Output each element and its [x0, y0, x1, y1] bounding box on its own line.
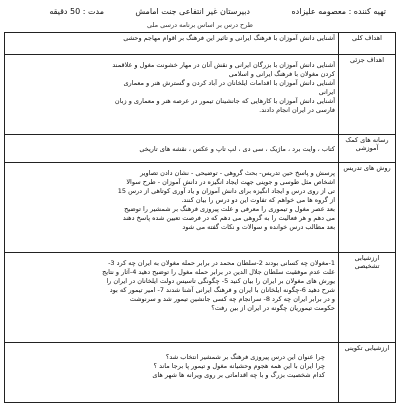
- content-general-goals: [5, 33, 339, 55]
- media-line: کتاب ، وایت برد ، ماژیک ، سی دی ، لپ تاپ و عکس ، نقشه های تاریخی: [139, 145, 335, 153]
- formative-line: حکومت تیموریان چگونه در ایران از بین رفت؟: [211, 303, 335, 312]
- partial-goal-line: فارسی در ایران انجام دادند.: [259, 105, 335, 114]
- label-general-goals: اهداف کلی: [339, 33, 396, 55]
- label-partial-goals: اهداف جزئی: [339, 55, 396, 135]
- content-media: [5, 135, 339, 163]
- lesson-plan-table: [4, 32, 396, 403]
- formative-line: و در برابر ایران چه کرد 8- سرانجام چه کسی جانشین تیمور شد و سرنوشت: [129, 294, 335, 303]
- header-bar: [0, 4, 400, 20]
- content-summative: [5, 343, 339, 403]
- summative-question: کدام شخصیت بزرگ و با چه اقداماتی بر روی ویرانه ها شهر های: [8, 371, 325, 380]
- method-line: تی از روی درس و ایجاد انگیزه برای دانش آموزان و یاد آوری کوتاهی از درس 15: [117, 186, 335, 195]
- partial-goal-line: آشنایی دانش آموزان با اقدامات ایلخانان در آباد کردن و گسترش هنر و معماری: [123, 78, 335, 87]
- label-methods: روش های تدریس: [339, 163, 396, 253]
- summative-question: چرا عنوان این درس پیروزی فرهنگ بر شمشیر انتخاب شد؟: [8, 353, 325, 362]
- row-methods: [5, 163, 396, 253]
- summative-question-list: [8, 353, 335, 380]
- formative-line: 1-مغولان چه کسانی بودند 2-سلطان محمد در برابر حمله مغولان به ایران چه کرد 3-: [108, 259, 335, 267]
- label-formative: ارزشیابی تشخیصی: [339, 253, 396, 343]
- row-formative: [5, 253, 396, 343]
- content-partial-goals: [5, 55, 339, 135]
- row-summative: [5, 343, 396, 403]
- method-line: بعد مطالب درس خوانده و سوالات و نکات گفته می شود: [182, 222, 335, 231]
- author-text: تهیه کننده : معصومه علیزاده: [291, 7, 386, 16]
- partial-goal-line: ایرانی: [318, 87, 335, 96]
- partial-goal-line: کردن مغولان با فرهنگ ایرانی و اسلامی: [228, 69, 335, 78]
- content-methods: [5, 163, 339, 253]
- method-line: از گروه ها می خواهم که تفاوت این دو درس را بیان کنند.: [181, 195, 335, 204]
- row-media: [5, 135, 396, 163]
- formative-line: یورش های مغولان بر ایران را بیان کنید 5- چگونگی تاسیس دولت ایلخانان در ایران را: [106, 276, 335, 285]
- label-summative: ارزشیابی تکوینی: [339, 343, 396, 403]
- school-name: دبیرستان غیر انتفاعی جنت امامش: [135, 7, 250, 16]
- duration-text: مدت : 50 دقیقه: [49, 7, 104, 16]
- partial-goal-line: آشنایی دانش آموزان با بزرگان ایرانی و نقش آنان در مهار خشونت مغول و علاقمند: [112, 61, 335, 69]
- method-line: می دهم و هر فعالیت را به گروهی می دهم که در فرصت تعیین شده پاسخ دهند: [122, 213, 335, 222]
- row-partial-goals: [5, 55, 396, 135]
- method-line: اشخاص مثل طوسی و جوینی جهت ایجاد انگیزه در دانش آموزان - طرح سوالا: [126, 177, 335, 186]
- method-line: بعد عصر مغول و تیموری را معرفی و علت پیروزی فرهنگ بر شمشیر را توضیح: [124, 204, 335, 213]
- content-formative: [5, 253, 339, 343]
- partial-goal-line: آشنایی دانش آموزان با کارهایی که جانشینان تیمور در عرصه هنر و معماری و زبان: [114, 96, 335, 105]
- general-goal-line: آشنایی دانش آموزان با فرهنگ ایرانی و تاثیر این فرهنگ بر اقوام مهاجم وحشی: [123, 34, 335, 42]
- row-general-goals: [5, 33, 396, 55]
- summative-question: چرا ایران با این همه هجوم وحشیانه مغول و تیمور پا برجا ماند ؟: [8, 362, 325, 371]
- method-line: پرسش و پاسخ حین تدریس- بحث گروهی - توضیحی - نشان دادن تصاویر: [140, 169, 335, 177]
- formative-line: علت عدم موفقیت سلطان جلال الدین در برابر حمله مغول را توضیح دهید 4-آثار و نتایج: [102, 267, 335, 276]
- label-media: رسانه های کمک آموزشی: [339, 135, 396, 163]
- subtitle: طرح درس بر اساس برنامه درسی ملی: [147, 21, 253, 29]
- formative-line: شرح دهید 6-چگونه ایلخانان با ایران و فرهنگ ایرانی آشنا شدند 7- امیر تیمور که بود: [109, 285, 335, 294]
